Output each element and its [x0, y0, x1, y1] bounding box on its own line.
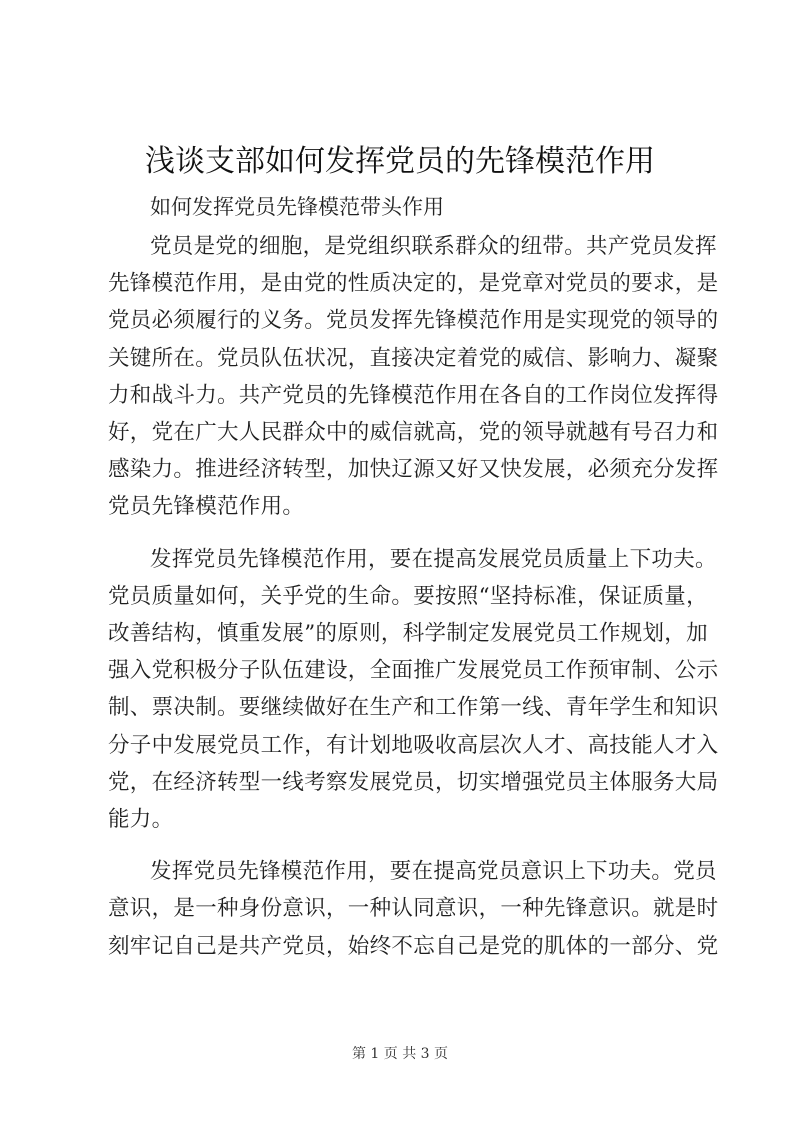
- text-line: 制、票决制。要继续做好在生产和工作第一线、青年学生和知识: [108, 695, 719, 721]
- text-line: 发挥党员先锋模范作用，要在提高党员意识上下功夫。党员: [150, 859, 717, 885]
- paragraph: [108, 228, 719, 526]
- text-line: 能力。: [108, 807, 174, 833]
- text-line: 党员必须履行的义务。党员发挥先锋模范作用是实现党的领导的: [108, 308, 719, 334]
- text-line: 力和战斗力。共产党员的先锋模范作用在各自的工作岗位发挥得: [108, 382, 719, 408]
- text-line: 关键所在。党员队伍状况，直接决定着党的威信、影响力、凝聚: [108, 345, 719, 371]
- text-line: 先锋模范作用，是由党的性质决定的，是党章对党员的要求，是: [108, 271, 719, 297]
- text-line: 党员是党的细胞，是党组织联系群众的纽带。共产党员发挥: [150, 234, 717, 259]
- text-line: 刻牢记自己是共产党员，始终不忘自己是党的肌体的一部分、党: [108, 933, 719, 959]
- page-indicator: 第 1 页 共 3 页: [351, 1046, 449, 1062]
- text-line: 好，党在广大人民群众中的威信就高，党的领导就越有号召力和: [108, 420, 719, 446]
- paragraph: [108, 853, 719, 965]
- text-line: 强入党积极分子队伍建设，全面推广发展党员工作预审制、公示: [108, 658, 719, 684]
- text-line: 意识，是一种身份意识，一种认同意识，一种先锋意识。就是时: [108, 896, 719, 922]
- document-body: [108, 228, 719, 980]
- document-title: 浅谈支部如何发挥党员的先锋模范作用: [145, 144, 655, 179]
- paragraph: [108, 541, 719, 839]
- text-line: 党员先锋模范作用。: [108, 494, 305, 520]
- text-line: 改善结构，慎重发展”的原则，科学制定发展党员工作规划，加: [108, 621, 708, 647]
- text-line: 感染力。推进经济转型，加快辽源又好又快发展，必须充分发挥: [108, 457, 719, 483]
- text-line: 发挥党员先锋模范作用，要在提高发展党员质量上下功夫。: [150, 546, 717, 572]
- document-subtitle: 如何发挥党员先锋模范带头作用: [150, 195, 444, 219]
- text-line: 党，在经济转型一线考察发展党员，切实增强党员主体服务大局: [108, 769, 719, 795]
- text-line: 分子中发展党员工作，有计划地吸收高层次人才、高技能人才入: [108, 732, 719, 758]
- text-line: 党员质量如何，关乎党的生命。要按照“坚持标准，保证质量，: [108, 583, 708, 609]
